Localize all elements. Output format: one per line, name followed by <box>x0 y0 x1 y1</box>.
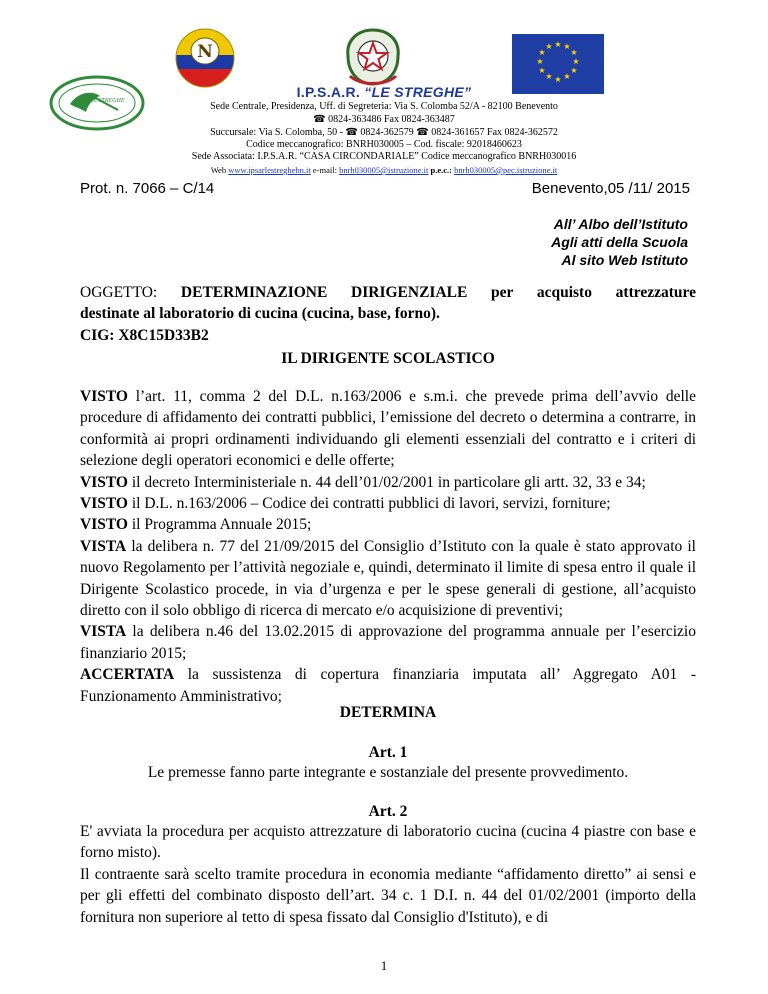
email-label: e-mail: <box>310 165 340 175</box>
email-link[interactable]: bnrh030005@istruzione.it <box>339 165 429 175</box>
art1-text: Le premesse fanno parte integrante e sostanziale del presente provvedimento. <box>147 764 629 781</box>
recipient-1: All’ Albo dell’Istituto <box>553 216 688 232</box>
art2-body <box>80 821 696 928</box>
premise-text: la delibera n. 77 del 21/09/2015 del Consiglio d’Istituto con la quale è stato approvato il nuovo Regolamento per l’attività negoziale e, quindi, determinato il limite di spesa entro il quale il Dirigente Scolastico procede, in via d’urgenza e per le spese generali di gestione, all’acquisto diretto con il solo obbligo di ricerca di mercato e/o acquisizione di preventivi; <box>80 537 696 620</box>
premise <box>80 472 696 493</box>
premise-text: il decreto Interministeriale n. 44 dell’01/02/2001 in particolare gli artt. 32, 33 e 34; <box>127 473 646 491</box>
premise-keyword: VISTO <box>80 473 128 491</box>
italian-republic-emblem <box>340 26 406 88</box>
associated-site-line: Sede Associata: I.P.S.A.R. “CASA CIRCONDARIALE” Codice meccanografico BNRH030016 <box>191 151 577 162</box>
premise-text: la sussistenza di copertura finanziaria imputata all’ Aggregato A01 - Funzionamento Amministrativo; <box>80 666 696 705</box>
premise-text: l’art. 11, comma 2 del D.L. n.163/2006 e s.m.i. che prevede prima dell’avvio delle procedure di affidamento dei contratti pubblici, l’emissione del decreto o determina a contrarre, in conformità ai propri ordinamenti individuando gli elementi essenziali del contratto e i criteri di selezione degli operatori economici e delle offerte; <box>80 388 696 470</box>
school-name-prefix: I.P.S.A.R. <box>296 84 365 100</box>
subject-line-1 <box>80 282 696 303</box>
svg-text:★: ★ <box>570 48 578 57</box>
recipient-2: Agli atti della Scuola <box>551 234 688 250</box>
subject-title: DETERMINAZIONE DIRIGENZIALE <box>180 284 468 301</box>
phone-icon: ☎ <box>416 127 429 138</box>
svg-text:N: N <box>197 42 213 62</box>
subject-label: OGGETTO: <box>80 284 181 301</box>
web-label: Web <box>210 165 229 175</box>
svg-text:★: ★ <box>563 42 571 51</box>
phone-icon: ☎ <box>345 127 358 138</box>
svg-text:★: ★ <box>572 57 580 66</box>
premise-text: la delibera n.46 del 13.02.2015 di approvazione del programma annuale per l’esercizio finanziario 2015; <box>80 623 696 662</box>
premise <box>80 536 696 622</box>
contacts-line <box>0 164 768 176</box>
svg-text:★: ★ <box>554 40 562 49</box>
svg-text:★: ★ <box>536 57 544 66</box>
determina-heading: DETERMINA <box>339 704 437 721</box>
pec-label: p.e.c.: <box>428 165 455 175</box>
protocol-number: Prot. n. 7066 – C/14 <box>80 180 215 197</box>
website-link[interactable]: www.ipsarlestreghebn.it <box>228 165 311 175</box>
branch-line <box>0 127 768 139</box>
premise-keyword: VISTA <box>80 537 127 555</box>
branch-phone-1: 0824-362579 <box>357 127 417 138</box>
school-name <box>0 84 768 100</box>
branch-address: Succursale: Via S. Colomba, 50 - <box>210 127 346 138</box>
logo-text: LE STREGHE <box>90 98 125 104</box>
ipsar-logo <box>170 27 240 89</box>
codes-line: Codice meccanografico: BNRH030005 – Cod. fiscale: 92018460623 <box>246 139 522 150</box>
subject <box>80 282 696 346</box>
heading-dirigente: IL DIRIGENTE SCOLASTICO <box>281 350 495 367</box>
art2-paragraph-2: Il contraente sarà scelto tramite procedura in economia mediante “affidamento diretto” ai sensi e per gli effetti del combinato disposto dell’art. 34 c. 1 D.I. n. 44 del 01/02/2001 (importo della fornitura non superiore al tetto di spesa fissato dal Consiglio d'Istituto), e di <box>80 865 696 926</box>
branch-phone-2: 0824-361657 Fax 0824-362572 <box>428 127 558 138</box>
art2-title: Art. 2 <box>368 803 408 820</box>
phone-line <box>0 114 768 126</box>
premise-keyword: VISTO <box>80 495 128 513</box>
phone-icon: ☎ <box>313 114 326 125</box>
document-date: Benevento,05 /11/ 2015 <box>531 180 690 197</box>
subject-title-rest: per acquisto attrezzature <box>467 284 696 301</box>
svg-text:★: ★ <box>545 42 553 51</box>
premise-text: il D.L. n.163/2006 – Codice dei contratti pubblici di lavori, servizi, forniture; <box>127 495 611 513</box>
svg-text:★: ★ <box>563 72 571 81</box>
svg-text:★: ★ <box>538 66 546 75</box>
premise-keyword: VISTO <box>80 388 128 405</box>
svg-text:★: ★ <box>538 48 546 57</box>
premise <box>80 493 696 514</box>
art1-title: Art. 1 <box>368 744 408 761</box>
phone-numbers: 0824-363486 Fax 0824-363487 <box>328 114 455 125</box>
svg-text:★: ★ <box>545 72 553 81</box>
premise-keyword: VISTO <box>80 516 128 534</box>
premise <box>80 514 696 535</box>
premise <box>80 621 696 664</box>
pec-link[interactable]: bnrh030005@pec.istruzione.it <box>454 165 558 175</box>
recipient-3: Al sito Web Istituto <box>561 252 688 268</box>
subject-line-2: destinate al laboratorio di cucina (cucina, base, forno). <box>80 305 440 323</box>
school-name-quoted: “LE STREGHE” <box>364 84 472 100</box>
premises-section <box>80 386 696 707</box>
svg-text:★: ★ <box>554 75 562 84</box>
premise-keyword: ACCERTATA <box>80 666 175 684</box>
cig-code: CIG: X8C15D33B2 <box>80 326 209 344</box>
premise <box>80 664 696 707</box>
premise <box>80 386 696 472</box>
art2-paragraph-1: E' avviata la procedura per acquisto attrezzature di laboratorio cucina (cucina 4 piastre con base e forno misto). <box>80 823 696 862</box>
svg-text:★: ★ <box>570 66 578 75</box>
page-number: 1 <box>380 958 388 973</box>
premise-keyword: VISTA <box>80 623 127 641</box>
address-line: Sede Centrale, Presidenza, Uff. di Segreteria: Via S. Colomba 52/A - 82100 Benevento <box>210 101 558 112</box>
premise-text: il Programma Annuale 2015; <box>127 516 312 534</box>
